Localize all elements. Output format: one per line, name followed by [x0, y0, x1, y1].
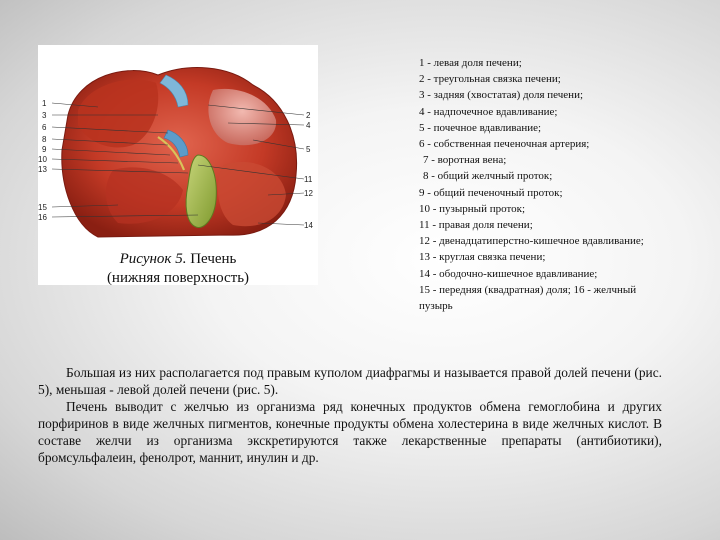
legend-item: 9 - общий печеночный проток; — [419, 186, 563, 199]
callout-11: 11 — [304, 175, 313, 184]
paragraph-1: Большая из них располагается под правым куполом диафрагмы и называется правой долей печени (рис. 5), меньшая - левой долей печени (рис. 5). — [38, 365, 662, 397]
callout-14: 14 — [304, 221, 313, 230]
caption-subtitle: (нижняя поверхность) — [106, 270, 250, 286]
legend-item: 5 - почечное вдавливание; — [419, 121, 542, 134]
caption-title: Печень — [186, 251, 237, 267]
legend-item: 14 - ободочно-кишечное вдавливание; — [419, 267, 598, 280]
caption-label: Рисунок 5. — [119, 251, 187, 267]
legend-item: 4 - надпочечное вдавливание; — [419, 105, 558, 118]
callout-3: 3 — [42, 111, 47, 120]
callout-8: 8 — [42, 135, 47, 144]
body-text — [38, 364, 662, 466]
legend-item: 6 - собственная печеночная артерия; — [419, 138, 590, 151]
callout-1: 1 — [42, 99, 47, 108]
callout-9: 9 — [42, 145, 47, 154]
legend-item: 7 - воротная вена; — [423, 154, 507, 167]
paragraph-2: Печень выводит с желчью из организма ряд конечных продуктов обмена гемоглобина и других порфиринов в виде желчных пигментов, конечные продукты обмена холестерина в виде желчных кислот. В составе желчи из организма экскретируются также лекарственные препараты (антибиотики), бромсульфалеин, фенолрот, маннит, инулин и др. — [38, 399, 662, 465]
liver-illustration — [38, 45, 318, 245]
callout-16: 16 — [38, 213, 47, 222]
legend-item: 8 - общий желчный проток; — [423, 170, 553, 183]
figure-legend — [419, 55, 669, 314]
legend-item: 13 - круглая связка печени; — [419, 251, 546, 264]
callout-6: 6 — [42, 123, 47, 132]
callout-10: 10 — [38, 155, 47, 164]
legend-item: 11 - правая доля печени; — [419, 219, 533, 232]
figure-caption — [38, 250, 318, 288]
callout-12: 12 — [304, 189, 313, 198]
callout-5: 5 — [306, 145, 311, 154]
legend-item: 1 - левая доля печени; — [419, 57, 522, 69]
callout-4: 4 — [306, 121, 311, 130]
legend-item: 12 - двенадцатиперстно-кишечное вдавливание; — [419, 235, 644, 248]
legend-item: 3 - задняя (хвостатая) доля печени; — [419, 89, 584, 102]
callout-13: 13 — [38, 165, 47, 174]
right-callout-numbers — [304, 111, 313, 230]
left-callout-numbers — [38, 99, 47, 222]
legend-item: 15 - передняя (квадратная) доля; 16 - желчный пузырь — [419, 283, 637, 313]
callout-2: 2 — [306, 111, 311, 120]
legend-item: 2 - треугольная связка печени; — [419, 73, 561, 86]
liver-figure — [38, 45, 318, 285]
callout-15: 15 — [38, 203, 47, 212]
legend-item: 10 - пузырный проток; — [419, 202, 526, 215]
